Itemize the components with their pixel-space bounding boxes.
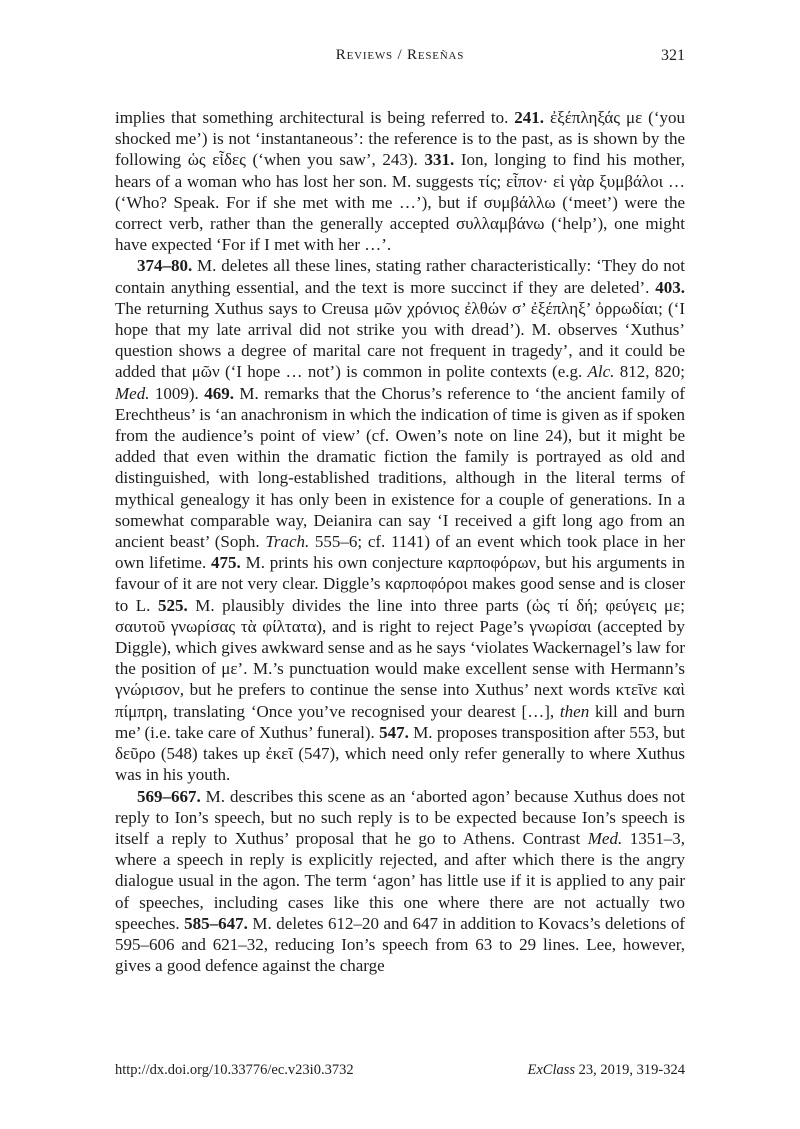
text-run: 569–667. [137,786,201,806]
text-run: then [559,701,590,721]
text-run: Ion, longing to find his mother, hears of a woman who has lost her son. M. suggests τίς; εἶπον· εἰ γὰρ ξυμβάλοι … (‘Who? Speak. For if she met with me …’), but if συμβάλλω (‘meet’) were the correct verb, rather than the generally accepted συλλαμβάνω (‘help’), one might have expected ‘For if I met with her …’. [115,150,685,255]
text-run: Alc. [587,362,615,382]
text-run: 374–80. [137,256,193,276]
text-run: ἐξέπληξάς με (‘you shocked me’) is not ‘instantaneous’: the reference is to the past, as is shown by the following ὡς εἶδες (‘when you saw’, 243). [115,108,685,170]
text-run: M. plausibly divides the line into three parts (ὡς τί δή; φεύγεις με; σαυτοῦ γνωρίσας τὰ φίλτατα), and is right to reject Page’s γνωρίσαι (accepted by Diggle), which gives awkward sense and as he says ‘violates Wackernagel’s law for the position of με’. M.’s punctuation would make excellent sense with Hermann’s γνώρισον, but he prefers to continue the sense into Xuthus’ next words κτεῖνε καὶ πίμπρη, translating ‘Once you’ve recognised your dearest […], [115,595,686,721]
paragraph [115,107,685,255]
text-run: 1009). [149,383,205,403]
page-footer [115,1062,685,1079]
review-body [115,107,685,976]
text-run: 469. [204,383,234,403]
text-run: 555–6; cf. 1141) of an event which took place in her own lifetime. [115,532,685,573]
doi-link[interactable]: http://dx.doi.org/10.33776/ec.v23i0.3732 [115,1062,354,1078]
text-run: M. prints his own conjecture καρποφόρων, but his arguments in favour of it are not very clear. Diggle’s καρποφόροι makes good sense and is closer to L. [115,553,685,615]
text-run: kill and burn me’ (i.e. take care of Xuthus’ funeral). [115,701,685,742]
journal-issue-pages: 23, 2019, 319-324 [575,1062,685,1078]
text-run: M. proposes transposition after 553, but δεῦρο (548) takes up ἐκεῖ (547), which need only refer generally to where Xuthus was in his youth. [115,722,685,785]
text-run: M. deletes all these lines, stating rather characteristically: ‘They do not contain anything essential, and the text is more succinct if they are deleted’. [115,256,685,297]
journal-reference [528,1062,686,1079]
text-run: 585–647. [184,913,248,933]
text-run: M. describes this scene as an ‘aborted agon’ because Xuthus does not reply to Ion’s speech, but no such reply is to be expected because Ion’s speech is itself a reply to Xuthus’ proposal that he go to Athens. Contrast [115,786,685,848]
text-run: 1351–3, where a speech in reply is explicitly rejected, and after which there is the angry dialogue usual in the agon. The term ‘agon’ has little use if it is applied to any pair of speeches, including cases like this one where there are not actually two speeches. [115,828,685,933]
paragraph [115,786,685,977]
text-run: The returning Xuthus says to Creusa μῶν χρόνιος ἐλθών σ’ ἐξέπληξ’ ὀρρωδίαι; (‘I hope that my late arrival did not strike you with dread’). M. observes ‘Xuthus’ question shows a degree of marital care not frequent in tragedy’, and it could be added that μῶν (‘I hope … not’) is common in polite contexts (e.g. [115,298,685,382]
paragraph [115,255,685,785]
text-run: Med. [587,828,623,848]
text-run: M. deletes 612–20 and 647 in addition to Kovacs’s deletions of 595–606 and 621–32, reducing Ion’s speech from 63 to 29 lines. Lee, however, gives a good defence against the charge [115,913,685,976]
text-run: 525. [157,595,188,615]
text-run: Trach. [265,532,310,552]
text-run: 241. [514,108,545,127]
running-head-title: Reviews / Reseñas [335,47,465,63]
text-run: M. remarks that the Chorus’s reference to ‘the ancient family of Erechtheus’ is ‘an anachronism in which the indication of time is given as if spoken from the audience’s point of view’ (cf. Owen’s note on line 24), but it might be added that even within the dramatic fiction the family is portrayed as old and distinguished, with long-established traditions, although in the literal terms of mythical genealogy it has only been in existence for a couple of generations. In a somewhat comparable way, Deianira can say ‘I received a gift long ago from an ancient beast’ (Soph. [115,383,685,552]
journal-name: ExClass [527,1062,576,1078]
text-run: implies that something architectural is being referred to. [115,108,515,127]
text-run: 475. [211,553,241,573]
text-run: 812, 820; [614,362,685,382]
page-number: 321 [661,47,685,64]
text-run: 331. [424,150,455,170]
text-run: 403. [655,277,685,297]
text-run: Med. [115,383,150,403]
text-run: 547. [379,722,409,742]
page-header [115,47,685,64]
